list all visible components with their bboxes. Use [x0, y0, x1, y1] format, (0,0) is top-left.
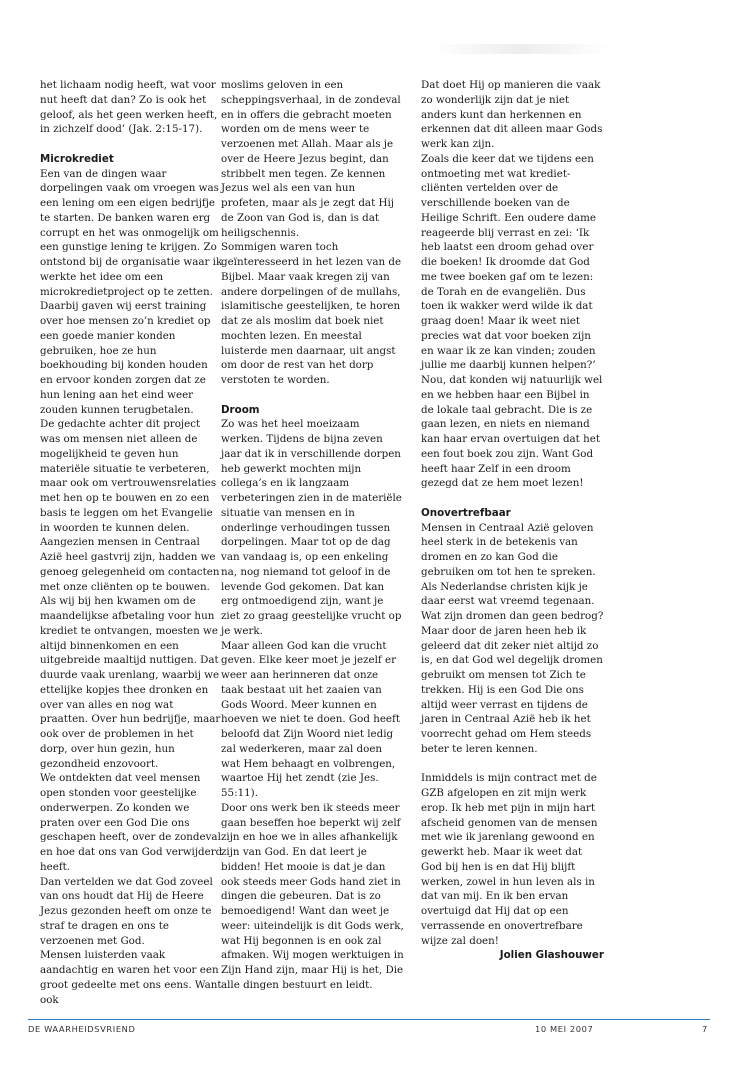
paragraph: het lichaam nodig heeft, wat voor nut heeft dat dan? Zo is ook het geloof, als het geen werken heeft, in zichzelf dood’ (Jak. 2:15-17). — [40, 79, 218, 136]
issue-date: 10 MEI 2007 — [535, 1024, 594, 1034]
page-number: 7 — [702, 1024, 708, 1034]
article-column-2 — [221, 78, 404, 993]
paragraph: Een van de dingen waar dorpelingen vaak om vroegen was een lening om een eigen bedrijfje te starten. De banken waren erg corrupt en het was onmogelijk om een gunstige lening te krijgen. Zo ontstond bij de organisatie waar ik werkte het idee om een microkredietproject op te zetten. Daarbij gaven wij eerst training over hoe mensen zo’n krediet op een goede manier konden gebruiken, hoe ze hun boekhouding bij konden houden en ervoor konden zorgen dat ze hun lening aan het eind weer zouden kunnen terugbetalen. — [40, 167, 223, 416]
paragraph: Dan vertelden we dat God zoveel van ons houdt dat Hij de Heere Jezus gezonden heeft om onze te straf te dragen en ons te verzoenen met God. — [40, 875, 213, 947]
paragraph: Sommigen waren toch geïnteresseerd in het lezen van de Bijbel. Maar vaak kregen zij van andere dorpelingen of de mullahs, islamitische geestelijken, te horen dat ze als moslim dat boek niet mochten lezen. En meestal luisterde men daarnaar, uit angst om door de rest van het dorp verstoten te worden. — [221, 241, 402, 386]
paragraph: Zo was het heel moeizaam werken. Tijdens de bijna zeven jaar dat ik in verschillende dorpen heb gewerkt mochten mijn collega’s en ik langzaam verbeteringen zien in de materiële situatie van mensen en in onderlinge verhoudingen tussen dorpelingen. Maar tot op de dag van vandaag is, op een enkeling na, nog niemand tot geloof in de levende God gekomen. Dat kan erg ontmoedigend zijn, want je ziet zo graag geestelijke vrucht op je werk. — [221, 418, 402, 637]
subheading-microkrediet: Microkrediet — [40, 152, 114, 165]
footer-rule — [28, 1019, 710, 1020]
author-signature: Jolien Glashouwer — [499, 949, 604, 962]
paragraph: We ontdekten dat veel mensen open stonden voor geestelijke onderwerpen. Zo konden we praten over een God Die ons geschapen heeft, over de zondeval en hoe dat ons van God verwijderd heeft. — [40, 772, 223, 873]
article-column-1 — [40, 78, 223, 1007]
paragraph: Inmiddels is mijn contract met de GZB afgelopen en zit mijn werk erop. Ik heb met pijn in mijn hart afscheid genomen van de mensen met wie ik jarenlang gewoond en gewerkt heb. Maar ik weet dat God bij hen is en dat Hij blijft werken, zowel in hun leven als in dat van mij. En ik ben ervan overtuigd dat Hij dat op een verrassende en onovertrefbare wijze zal doen! — [421, 772, 598, 947]
paragraph: Dat doet Hij op manieren die vaak zo wonderlijk zijn dat je niet anders kunt dan herkennen en erkennen dat dit alleen maar Gods werk kan zijn. — [421, 79, 603, 150]
paragraph: Zoals die keer dat we tijdens een ontmoeting met wat kredietcliënten vertelden over de verschillende boeken van de Heilige Schrift. Een oudere dame reageerde blij verrast en zei: ‘Ik heb laatst een droom gehad over die boeken! Ik droomde dat God me twee boeken gaf om te lezen: de Torah en de evangeliën. Dus toen ik wakker werd wilde ik dat graag doen! Maar ik weet niet precies wat dat voor boeken zijn en waar ik ze kan vinden; zouden jullie me daarbij kunnen helpen?’ — [421, 152, 596, 372]
scan-artifact — [431, 44, 611, 54]
paragraph: Maar alleen God kan die vrucht geven. Elke keer moet je jezelf er weer aan herinneren dat onze taak bestaat uit het zaaien van Gods Woord. Meer kunnen en hoeven we niet te doen. God heeft beloofd dat Zijn Woord niet ledig zal wederkeren, maar zal doen wat Hem behaagt en volbrengen, waartoe Hij het zendt (zie Jes. 55:11). — [221, 639, 400, 799]
paragraph: Aangezien mensen in Centraal Azië heel gastvrij zijn, hadden we genoeg gelegenheid om contacten met onze cliënten op te bouwen. Als wij bij hen kwamen om de maandelijkse afbetaling voor hun krediet te ontvangen, moesten we altijd binnenkomen en een uitgebreide maaltijd nuttigen. Dat duurde vaak urenlang, waarbij we ettelijke kopjes thee dronken en over van alles en nog wat praatten. Over hun bedrijfje, maar ook over de problemen in het dorp, over hun gezin, hun gezondheid enzovoort. — [40, 536, 221, 770]
subheading-onovertrefbaar: Onovertrefbaar — [421, 506, 511, 519]
paragraph: De gedachte achter dit project was om mensen niet alleen de mogelijkheid te geven hun materiële situatie te verbeteren, maar ook om vertrouwensrelaties met hen op te bouwen en zo een basis te leggen om het Evangelie in woorden te kunnen delen. — [40, 418, 217, 534]
paragraph: Door ons werk ben ik steeds meer gaan beseffen hoe beperkt wij zelf zijn en hoe we in alles afhankelijk zijn van God. En dat leert je bidden! Het mooie is dat je dan ook steeds meer Gods hand ziet in dingen die gebeuren. Dat is zo bemoedigend! Want dan weet je weer: uiteindelijk is dit Gods werk, wat Hij begonnen is en ook zal afmaken. Wij mogen werktuigen in Zijn Hand zijn, maar Hij is het, Die alle dingen bestuurt en leidt. — [221, 801, 404, 991]
paragraph: Mensen luisterden vaak aandachtig en waren het voor een groot gedeelte met ons eens. Want ook — [40, 949, 222, 1006]
publication-name: DE WAARHEIDSVRIEND — [28, 1024, 136, 1034]
paragraph: Nou, dat konden wij natuurlijk wel en we hebben haar een Bijbel in de lokale taal gebracht. Die is ze gaan lezen, en niets en niemand kan haar ervan overtuigen dat het een fout boek zou zijn. Want God heeft haar Zelf in een droom gezegd dat ze hem moet lezen! — [421, 374, 603, 490]
subheading-droom: Droom — [221, 403, 260, 416]
paragraph: Mensen in Centraal Azië geloven heel sterk in de betekenis van dromen en zo kan God die gebruiken om tot hen te spreken. Als Nederlandse christen kijk je daar eerst wat vreemd tegenaan. Wat zijn dromen dan geen bedrog? Maar door de jaren heen heb ik geleerd dat dit zeker niet altijd zo is, en dat God wel degelijk dromen gebruikt om mensen tot Zich te trekken. Hij is een God Die ons altijd weer verrast en tijdens de jaren in Centraal Azië heb ik het voorrecht gehad om Hem steeds beter te leren kennen. — [421, 521, 604, 755]
article-column-3 — [421, 78, 604, 963]
paragraph: moslims geloven in een scheppingsverhaal, in de zondeval en in offers die gebracht moeten worden om de mens weer te verzoenen met Allah. Maar als je over de Heere Jezus begint, dan stribbelt men tegen. Ze kennen Jezus wel als een van hun profeten, maar als je zegt dat Hij de Zoon van God is, dan is dat heiligschennis. — [221, 79, 401, 239]
